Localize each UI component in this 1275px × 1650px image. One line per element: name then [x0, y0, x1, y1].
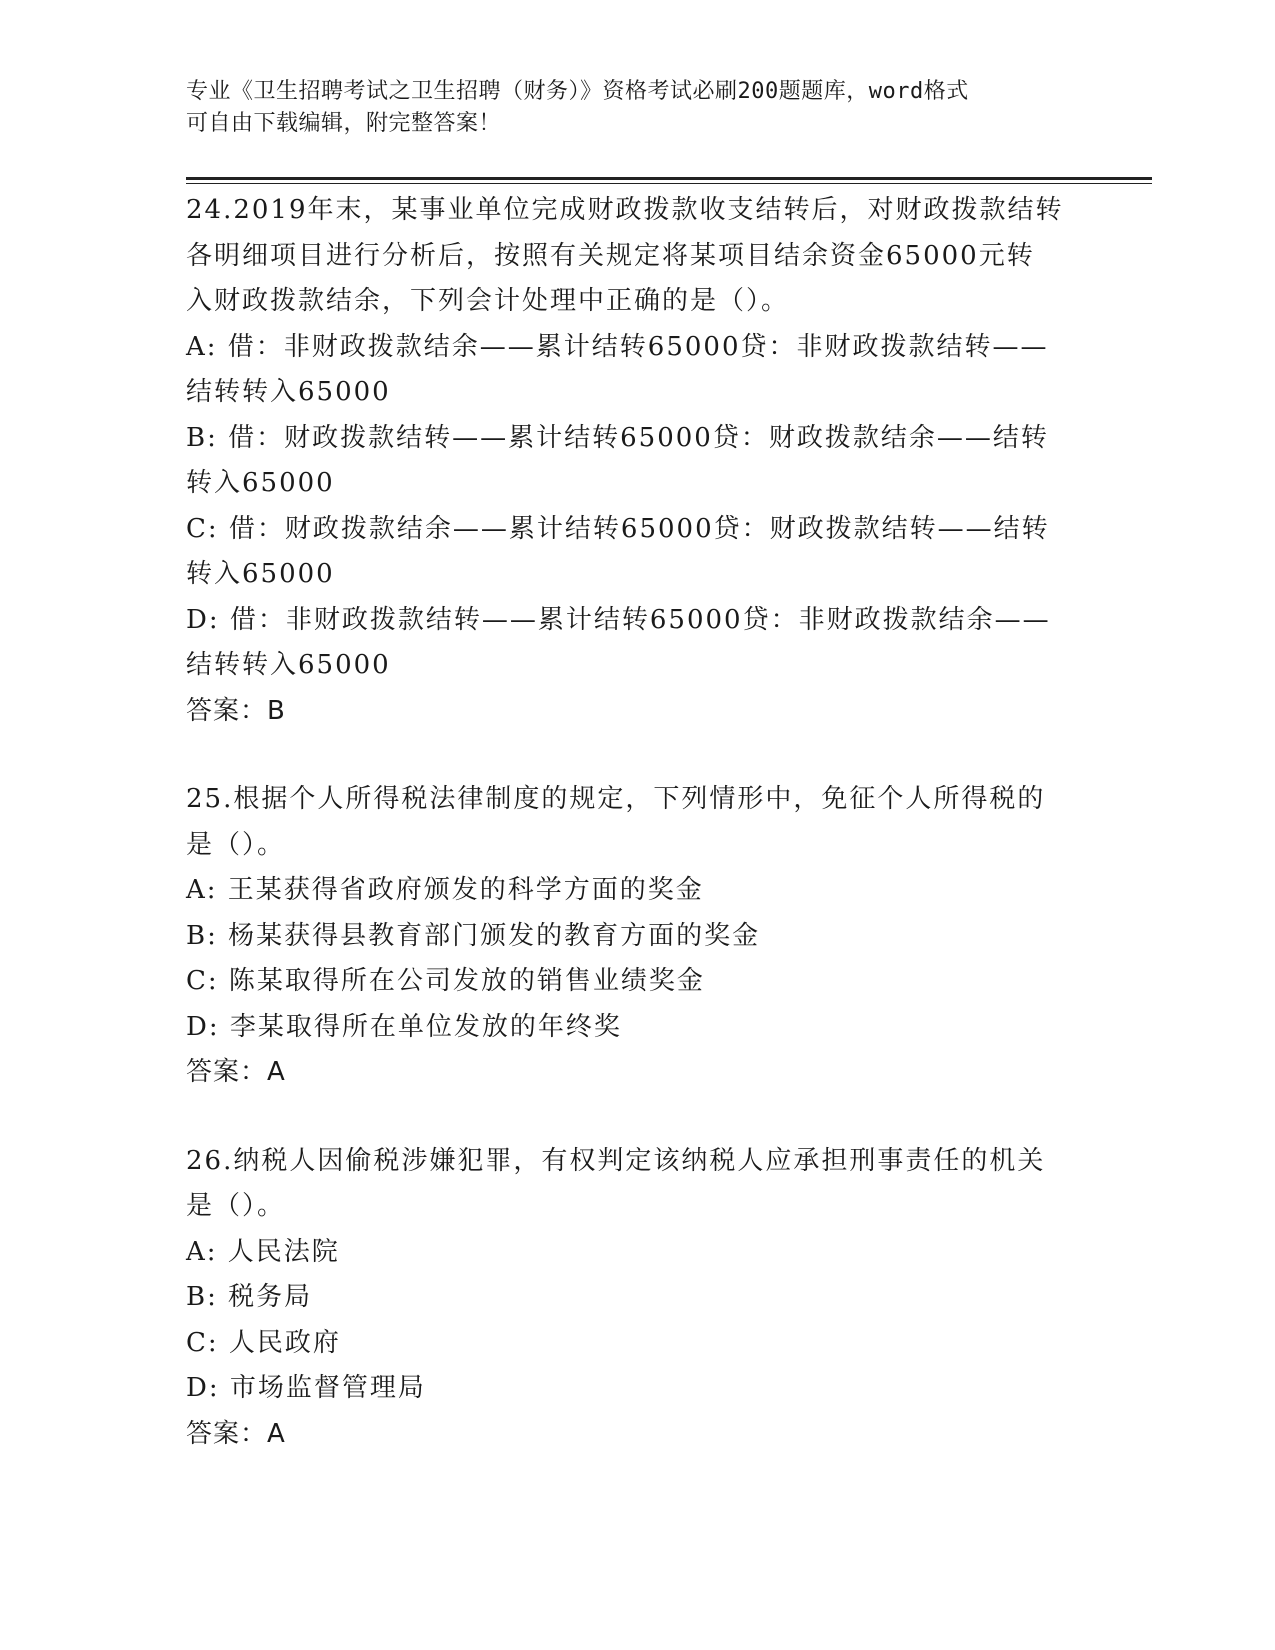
option-c-line: C: 借：财政拨款结余——累计结转65000贷：财政拨款结转——结转 — [186, 513, 1050, 544]
option-d-line: D: 借：非财政拨款结转——累计结转65000贷：非财政拨款结余—— — [186, 604, 1051, 635]
option-a-line: A: 借：非财政拨款结余——累计结转65000贷：非财政拨款结转—— — [186, 331, 1049, 362]
header-line-1: 专业《卫生招聘考试之卫生招聘（财务）》资格考试必刷200题题库，word格式 — [186, 79, 969, 104]
header-rule-thick — [186, 177, 1152, 180]
option-c-line: C: 陈某取得所在公司发放的销售业绩奖金 — [186, 966, 705, 996]
question-stem-line: 各明细项目进行分析后，按照有关规定将某项目结余资金65000元转 — [186, 240, 1035, 271]
option-c-line: C: 人民政府 — [186, 1327, 341, 1358]
option-d-line: D: 李某取得所在单位发放的年终奖 — [186, 1011, 622, 1042]
option-d-line: 结转转入65000 — [186, 650, 391, 680]
question-stem-line: 是（）。 — [186, 1191, 286, 1221]
document-header — [186, 76, 1066, 140]
option-b-line: B: 杨某获得县教育部门颁发的教育方面的奖金 — [186, 920, 761, 951]
question-stem-line: 入财政拨款结余，下列会计处理中正确的是（）。 — [186, 286, 790, 316]
answer-label: 答案：A — [186, 1057, 286, 1087]
answer-label: 答案：A — [186, 1418, 286, 1449]
question-stem-line: 24.2019年末，某事业单位完成财政拨款收支结转后，对财政拨款结转 — [186, 195, 1064, 225]
question-stem-line: 26.纳税人因偷税涉嫌犯罪，有权判定该纳税人应承担刑事责任的机关 — [186, 1145, 1046, 1176]
question-stem-line: 是（）。 — [186, 829, 286, 860]
question-stem-line: 25.根据个人所得税法律制度的规定，下列情形中，免征个人所得税的 — [186, 784, 1046, 814]
option-a-line: 结转转入65000 — [186, 377, 391, 407]
option-a-line: A: 人民法院 — [186, 1236, 340, 1267]
answer-label: 答案：B — [186, 695, 286, 726]
header-line-2: 可自由下载编辑，附完整答案！ — [186, 111, 502, 136]
option-d-line: D: 市场监督管理局 — [186, 1373, 426, 1403]
question-25 — [186, 777, 1066, 1096]
option-a-line: A: 王某获得省政府颁发的科学方面的奖金 — [186, 875, 704, 905]
option-c-line: 转入65000 — [186, 559, 335, 589]
option-b-line: B: 税务局 — [186, 1282, 313, 1312]
question-24 — [186, 188, 1066, 734]
option-b-line: B: 借：财政拨款结转——累计结转65000贷：财政拨款结余——结转 — [186, 422, 1049, 453]
question-list — [186, 188, 1066, 1500]
header-rule-thin — [186, 183, 1152, 184]
option-b-line: 转入65000 — [186, 468, 335, 498]
question-26 — [186, 1139, 1066, 1458]
